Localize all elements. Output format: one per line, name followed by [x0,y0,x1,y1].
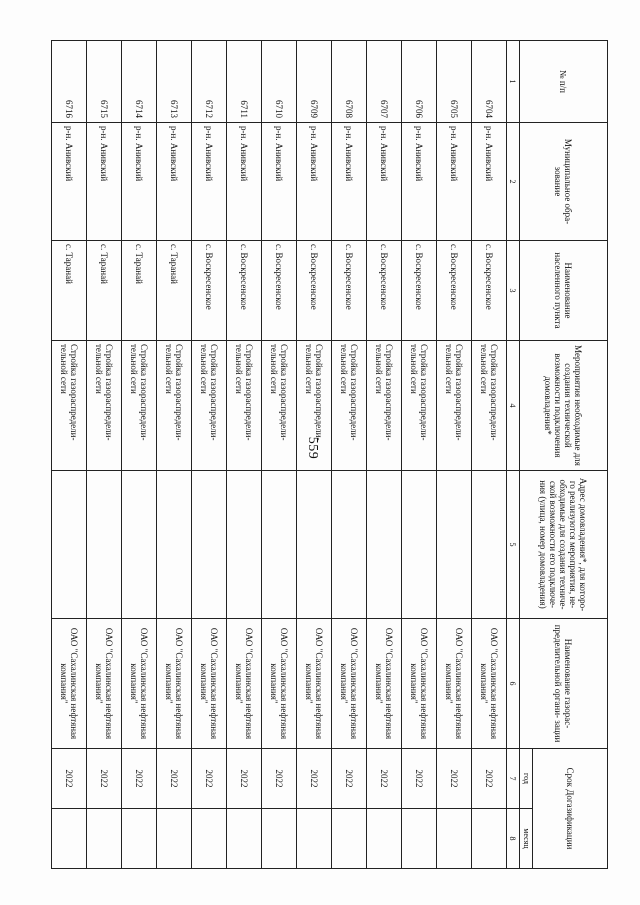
header-term: Срок Догазификации [533,749,608,869]
row-number: 6712 [192,41,227,123]
header-gas-org: Наименование газорас- пределительной органи- зации [520,619,608,749]
header-municipality: Муниципальное обра- зование [520,123,608,241]
settlement-cell: с. Воскресенское [262,241,297,341]
municipality-cell: р-н. Анивский [437,123,472,241]
gas-org-cell: ОАО "Сахалинская нефтяная компания" [332,619,367,749]
gas-org-cell: ОАО "Сахалинская нефтяная компания" [122,619,157,749]
gasification-table-wrapper [59,40,608,868]
month-cell [192,809,227,869]
year-cell: 2022 [122,749,157,809]
table-row [472,41,507,869]
measures-cell: Стройка газораспредели- тельной сети [122,341,157,471]
settlement-cell: с. Таранай [122,241,157,341]
address-cell [262,471,297,619]
gas-org-cell: ОАО "Сахалинская нефтяная компания" [227,619,262,749]
settlement-cell: с. Воскресенское [297,241,332,341]
municipality-cell: р-н. Анивский [367,123,402,241]
row-number: 6710 [262,41,297,123]
table-row [227,41,262,869]
gas-org-cell: ОАО "Сахалинская нефтяная компания" [472,619,507,749]
measures-cell: Стройка газораспредели- тельной сети [437,341,472,471]
column-number: 3 [507,241,520,341]
measures-cell: Стройка газораспредели- тельной сети [192,341,227,471]
table-row [52,41,87,869]
settlement-cell: с. Воскресенское [402,241,437,341]
month-cell [52,809,87,869]
address-cell [367,471,402,619]
year-cell: 2022 [192,749,227,809]
municipality-cell: р-н. Анивский [157,123,192,241]
measures-cell: Стройка газораспредели- тельной сети [52,341,87,471]
row-number: 6705 [437,41,472,123]
header-month: месяц [520,809,533,869]
municipality-cell: р-н. Анивский [332,123,367,241]
table-row [437,41,472,869]
settlement-cell: с. Воскресенское [472,241,507,341]
table-body [52,41,520,869]
table-row [192,41,227,869]
settlement-cell: с. Воскресенское [437,241,472,341]
table-row [332,41,367,869]
settlement-cell: с. Таранай [157,241,192,341]
measures-cell: Стройка газораспредели- тельной сети [87,341,122,471]
column-number: 7 [507,749,520,809]
table-row [87,41,122,869]
table-row [402,41,437,869]
header-no: № п/п [520,41,608,123]
year-cell: 2022 [227,749,262,809]
measures-cell: Стройка газораспредели- тельной сети [332,341,367,471]
table-row [262,41,297,869]
gas-org-cell: ОАО "Сахалинская нефтяная компания" [157,619,192,749]
month-cell [122,809,157,869]
address-cell [87,471,122,619]
measures-cell: Стройка газораспредели- тельной сети [297,341,332,471]
year-cell: 2022 [87,749,122,809]
settlement-cell: с. Воскресенское [367,241,402,341]
column-number: 5 [507,471,520,619]
measures-cell: Стройка газораспредели- тельной сети [367,341,402,471]
year-cell: 2022 [297,749,332,809]
row-number: 6709 [297,41,332,123]
gas-org-cell: ОАО "Сахалинская нефтяная компания" [192,619,227,749]
table-row [157,41,192,869]
month-cell [227,809,262,869]
month-cell [157,809,192,869]
page-number: 559 [305,436,320,460]
municipality-cell: р-н. Анивский [87,123,122,241]
settlement-cell: с. Воскресенское [192,241,227,341]
gas-org-cell: ОАО "Сахалинская нефтяная компания" [87,619,122,749]
measures-cell: Стройка газораспредели- тельной сети [472,341,507,471]
address-cell [122,471,157,619]
header-year: год [520,749,533,809]
row-number: 6714 [122,41,157,123]
gas-org-cell: ОАО "Сахалинская нефтяная компания" [297,619,332,749]
table-row [297,41,332,869]
measures-cell: Стройка газораспредели- тельной сети [227,341,262,471]
gas-org-cell: ОАО "Сахалинская нефтяная компания" [52,619,87,749]
column-number: 6 [507,619,520,749]
municipality-cell: р-н. Анивский [227,123,262,241]
year-cell: 2022 [367,749,402,809]
table-row [122,41,157,869]
address-cell [227,471,262,619]
municipality-cell: р-н. Анивский [192,123,227,241]
settlement-cell: с. Таранай [52,241,87,341]
year-cell: 2022 [472,749,507,809]
month-cell [437,809,472,869]
row-number: 6716 [52,41,87,123]
measures-cell: Стройка газораспредели- тельной сети [157,341,192,471]
settlement-cell: с. Таранай [87,241,122,341]
measures-cell: Стройка газораспредели- тельной сети [262,341,297,471]
row-number: 6707 [367,41,402,123]
gas-org-cell: ОАО "Сахалинская нефтяная компания" [437,619,472,749]
row-number: 6713 [157,41,192,123]
row-number: 6711 [227,41,262,123]
municipality-cell: р-н. Анивский [52,123,87,241]
address-cell [437,471,472,619]
row-number: 6704 [472,41,507,123]
column-number: 1 [507,41,520,123]
month-cell [332,809,367,869]
gasification-table [51,40,608,869]
year-cell: 2022 [402,749,437,809]
column-number-row [507,41,520,869]
month-cell [262,809,297,869]
month-cell [472,809,507,869]
address-cell [52,471,87,619]
column-number: 2 [507,123,520,241]
header-address: Адрес домовладения*, для которо- го реализуются мероприятия, не- обходимые для создания техниче- ской возможности его подключе- ния (улица, номер домовладения) [520,471,608,619]
municipality-cell: р-н. Анивский [262,123,297,241]
address-cell [157,471,192,619]
gas-org-cell: ОАО "Сахалинская нефтяная компания" [262,619,297,749]
year-cell: 2022 [332,749,367,809]
row-number: 6715 [87,41,122,123]
municipality-cell: р-н. Анивский [122,123,157,241]
municipality-cell: р-н. Анивский [402,123,437,241]
gas-org-cell: ОАО "Сахалинская нефтяная компания" [367,619,402,749]
municipality-cell: р-н. Анивский [297,123,332,241]
row-number: 6706 [402,41,437,123]
address-cell [402,471,437,619]
address-cell [472,471,507,619]
address-cell [297,471,332,619]
month-cell [402,809,437,869]
gas-org-cell: ОАО "Сахалинская нефтяная компания" [402,619,437,749]
month-cell [367,809,402,869]
address-cell [332,471,367,619]
header-measures: Мероприятия необходимые для создания технической возможности подключения домовладения* [520,341,608,471]
settlement-cell: с. Воскресенское [227,241,262,341]
settlement-cell: с. Воскресенское [332,241,367,341]
measures-cell: Стройка газораспредели- тельной сети [402,341,437,471]
address-cell [192,471,227,619]
municipality-cell: р-н. Анивский [472,123,507,241]
header-row [533,41,608,869]
month-cell [297,809,332,869]
row-number: 6708 [332,41,367,123]
header-settlement: Наименование населенного пункта [520,241,608,341]
column-number: 8 [507,809,520,869]
column-number: 4 [507,341,520,471]
year-cell: 2022 [52,749,87,809]
year-cell: 2022 [157,749,192,809]
month-cell [87,809,122,869]
year-cell: 2022 [262,749,297,809]
year-cell: 2022 [437,749,472,809]
table-row [367,41,402,869]
